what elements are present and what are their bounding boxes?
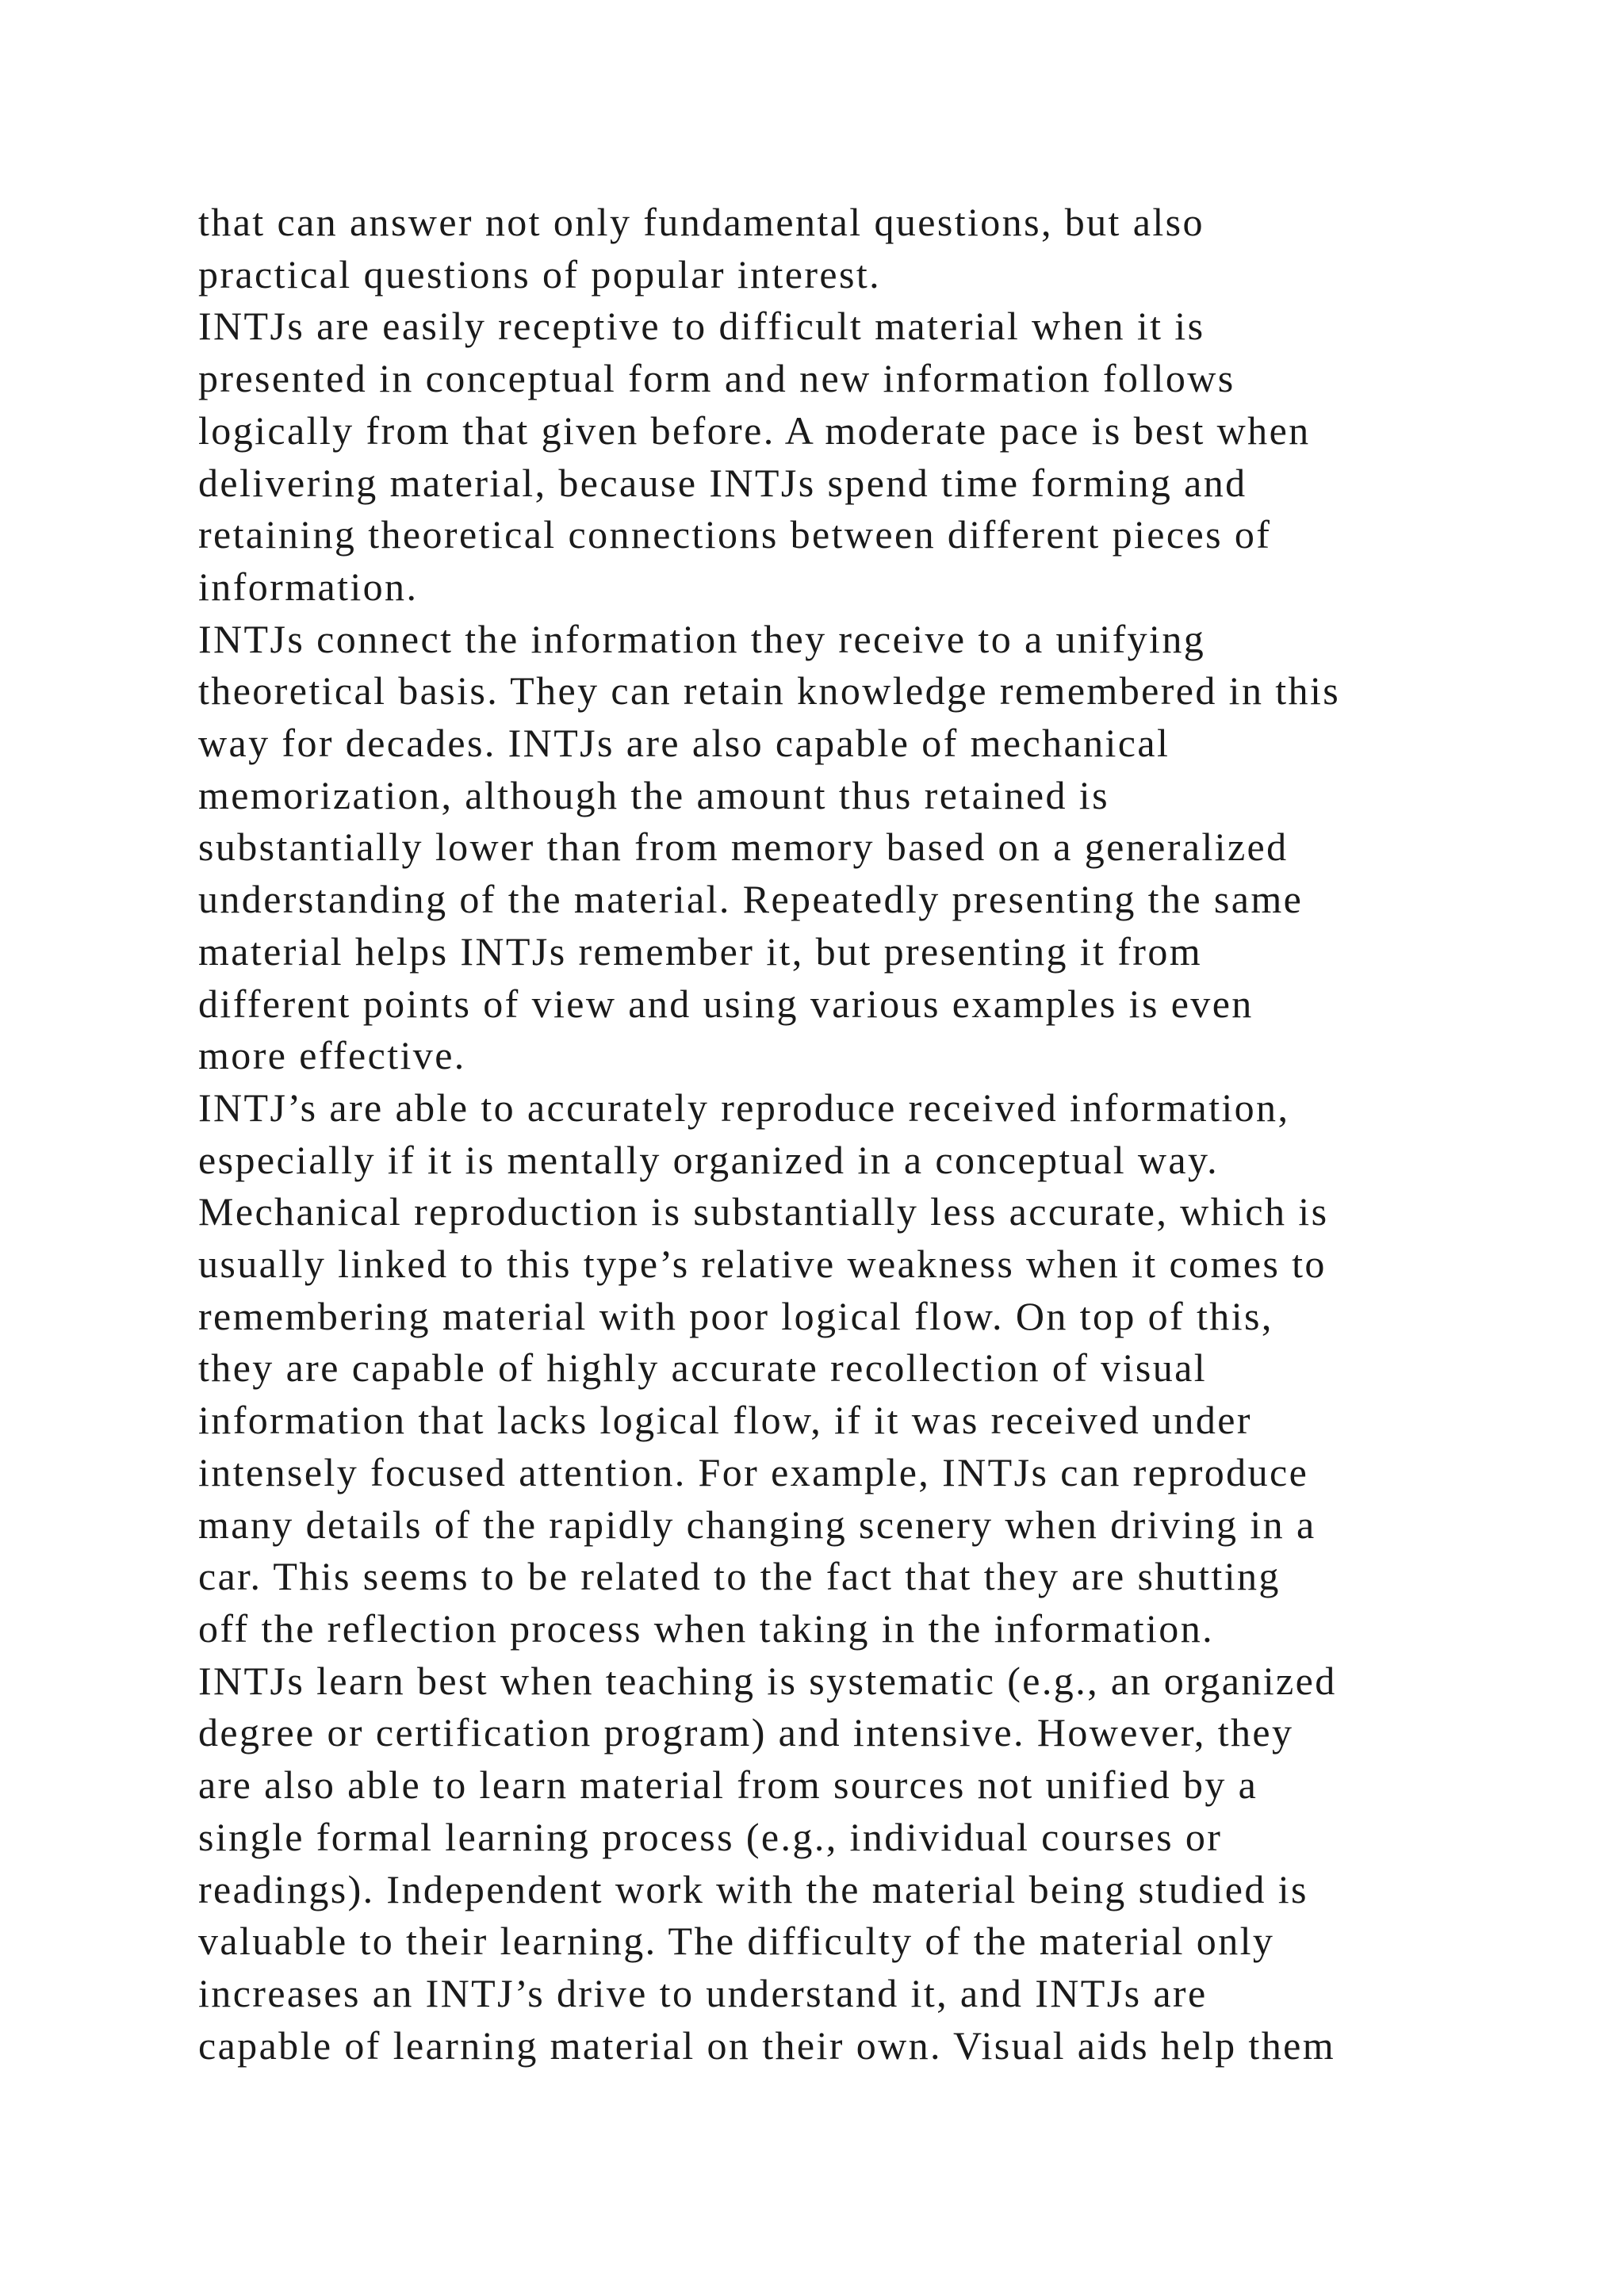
text-line: degree or certification program) and intensive. However, they [198,1710,1294,1755]
text-line: many details of the rapidly changing scenery when driving in a [198,1502,1316,1547]
body-text [198,197,1483,2072]
text-line: increases an INTJ’s drive to understand it, and INTJs are [198,1970,1208,2015]
text-line: information. [198,564,419,609]
text-line: material helps INTJs remember it, but presenting it from [198,928,1203,974]
text-line: valuable to their learning. The difficulty of the material only [198,1919,1275,1964]
text-line: INTJ’s are able to accurately reproduce received information, [198,1085,1290,1130]
text-line: logically from that given before. A moderate pace is best when [198,408,1311,453]
text-line: retaining theoretical connections between different pieces of [198,512,1272,557]
text-line: presented in conceptual form and new information follows [198,356,1235,401]
text-line: INTJs connect the information they receive to a unifying [198,616,1206,661]
text-line: INTJs are easily receptive to difficult material when it is [198,304,1205,349]
text-line: especially if it is mentally organized in a conceptual way. [198,1137,1220,1182]
text-line: are also able to learn material from sources not unified by a [198,1762,1258,1808]
text-line: memorization, although the amount thus retained is [198,772,1109,817]
text-line: off the reflection process when taking in the information. [198,1605,1214,1651]
text-line: way for decades. INTJs are also capable of mechanical [198,721,1170,766]
text-line: understanding of the material. Repeatedly presenting the same [198,877,1304,922]
text-line: INTJs learn best when teaching is systematic (e.g., an organized [198,1658,1337,1703]
text-line: theoretical basis. They can retain knowledge remembered in this [198,668,1341,714]
text-line: more effective. [198,1033,466,1078]
text-line: car. This seems to be related to the fact that they are shutting [198,1554,1281,1599]
text-line: capable of learning material on their own. Visual aids help them [198,2022,1335,2068]
text-line: different points of view and using various examples is even [198,981,1254,1026]
text-line: Mechanical reproduction is substantially less accurate, which is [198,1189,1329,1234]
text-line: that can answer not only fundamental questions, but also [198,200,1205,244]
text-line: delivering material, because INTJs spend time forming and [198,460,1247,505]
text-line: substantially lower than from memory based on a generalized [198,825,1289,870]
text-line: information that lacks logical flow, if it was received under [198,1398,1252,1443]
text-line: they are capable of highly accurate recollection of visual [198,1345,1207,1391]
text-line: usually linked to this type’s relative weakness when it comes to [198,1242,1327,1287]
text-line: remembering material with poor logical flow. On top of this, [198,1293,1274,1338]
text-line: single formal learning process (e.g., individual courses or [198,1814,1223,1859]
text-line: intensely focused attention. For example, INTJs can reproduce [198,1449,1309,1494]
text-line: practical questions of popular interest. [198,251,882,297]
text-line: readings). Independent work with the material being studied is [198,1866,1308,1911]
